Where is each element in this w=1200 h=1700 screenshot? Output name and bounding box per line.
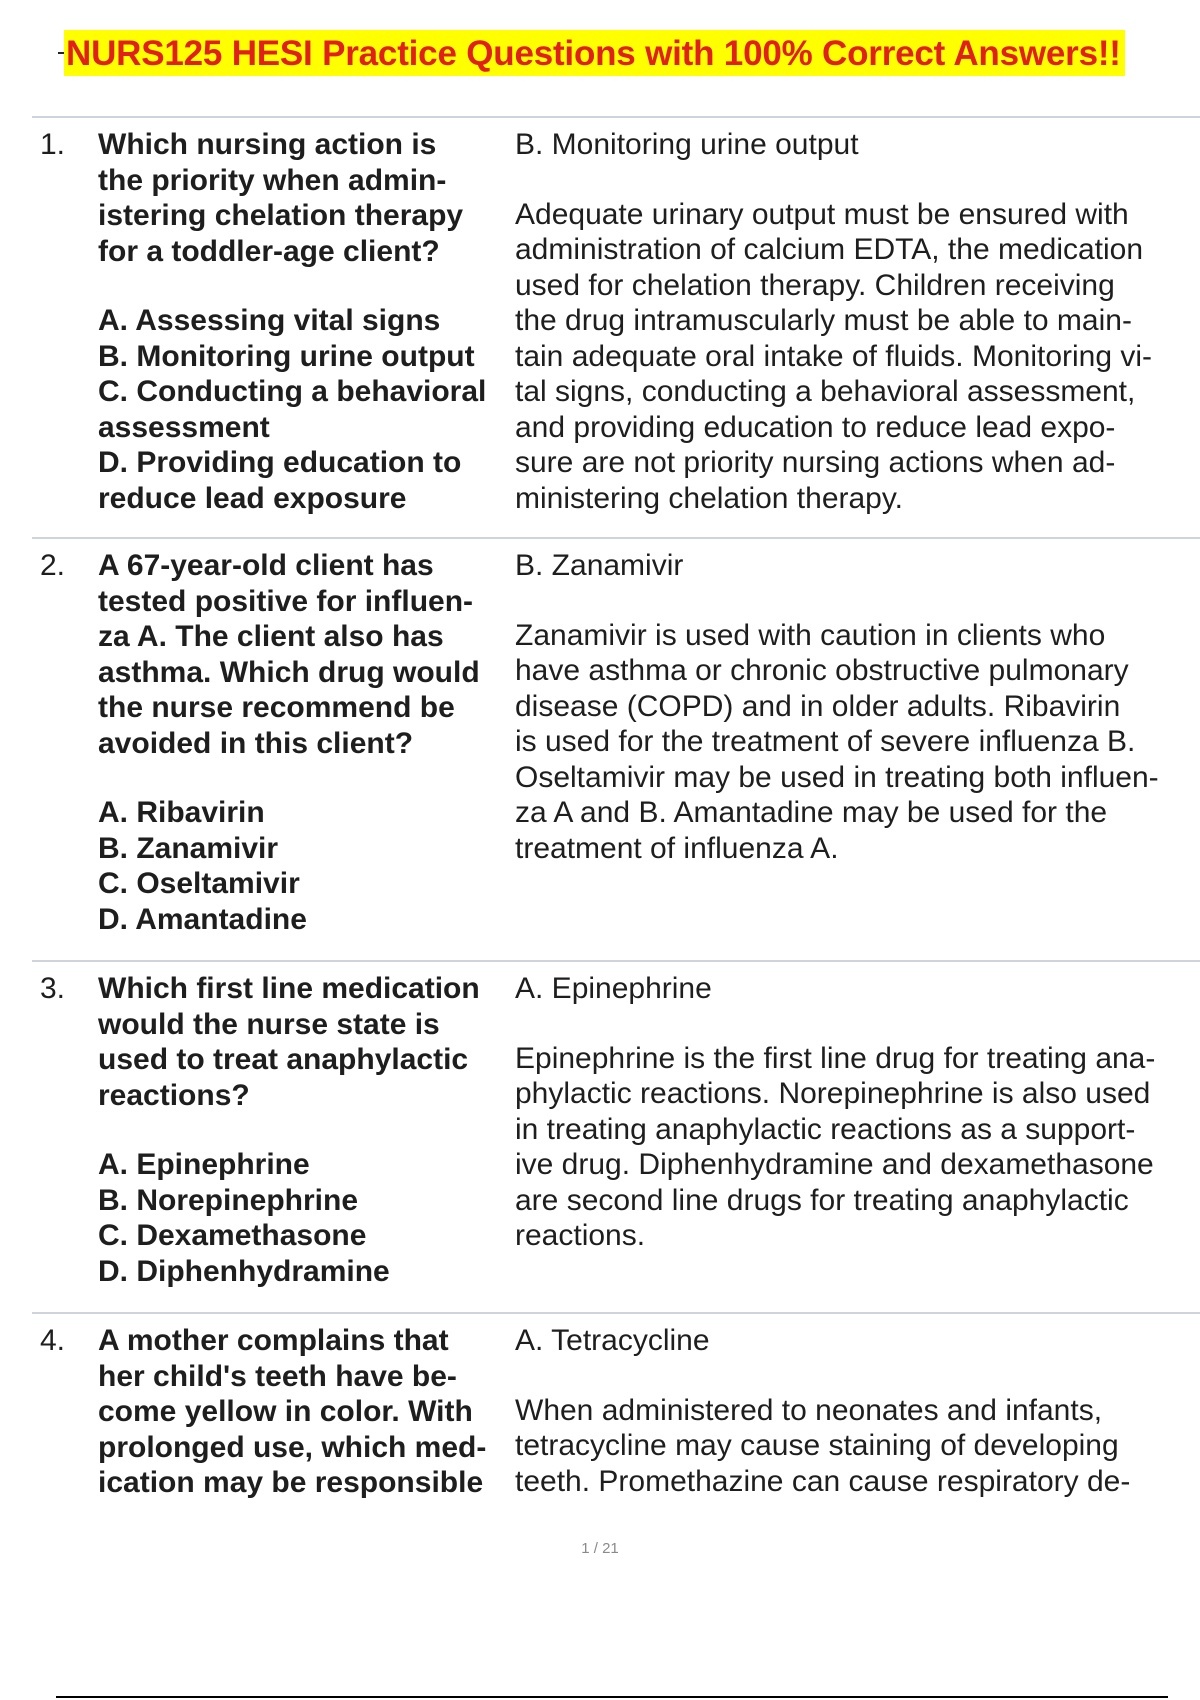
rationale-line: the drug intramuscularly must be able to main- bbox=[515, 304, 1132, 337]
option: C. Oseltamivir bbox=[98, 867, 300, 900]
correct-answer: B. Zanamivir bbox=[515, 549, 684, 582]
question-number: 1. bbox=[40, 128, 66, 161]
option: D. Diphenhydramine bbox=[98, 1254, 390, 1288]
correct-answer: B. Monitoring urine output bbox=[515, 128, 859, 161]
rationale-line: reactions. bbox=[515, 1219, 646, 1252]
option: assessment bbox=[98, 410, 270, 444]
question-line: tested positive for influen- bbox=[98, 584, 474, 618]
question-line: Which first line medication bbox=[98, 972, 480, 1005]
rationale-line: in treating anaphylactic reactions as a support- bbox=[515, 1112, 1136, 1146]
option: reduce lead exposure bbox=[98, 481, 407, 515]
option: B. Zanamivir bbox=[98, 831, 279, 865]
document-title-wrap bbox=[58, 30, 1170, 78]
question-line: used to treat anaphylactic bbox=[98, 1043, 469, 1076]
question-line: reactions? bbox=[98, 1078, 250, 1112]
rationale-line: When administered to neonates and infants, bbox=[515, 1393, 1103, 1427]
option: D. Providing education to bbox=[98, 446, 462, 479]
option: A. Ribavirin bbox=[98, 796, 265, 829]
question-line: prolonged use, which med- bbox=[98, 1430, 487, 1464]
question-line: the priority when admin- bbox=[98, 163, 447, 197]
question-line: istering chelation therapy bbox=[98, 199, 464, 232]
rationale-line: used for chelation therapy. Children receiving bbox=[515, 268, 1115, 302]
bottom-rule bbox=[56, 1696, 1168, 1698]
question-line: za A. The client also has bbox=[98, 620, 444, 653]
option: C. Conducting a behavioral bbox=[98, 375, 487, 408]
answer-block bbox=[515, 971, 1195, 1254]
question-line: her child's teeth have be- bbox=[98, 1359, 457, 1393]
question-line: come yellow in color. With bbox=[98, 1395, 473, 1428]
rationale-line: teeth. Promethazine can cause respiratory de- bbox=[515, 1464, 1131, 1498]
rationale-line: have asthma or chronic obstructive pulmonary bbox=[515, 654, 1129, 687]
rationale-line: phylactic reactions. Norepinephrine is also used bbox=[515, 1077, 1151, 1110]
question-number: 4. bbox=[40, 1324, 66, 1357]
rationale-line: tal signs, conducting a behavioral assessment, bbox=[515, 375, 1136, 408]
question-line: A 67-year-old client has bbox=[98, 549, 434, 582]
rationale-line: is used for the treatment of severe influenza B. bbox=[515, 725, 1136, 758]
option: D. Amantadine bbox=[98, 902, 307, 936]
rationale-line: za A and B. Amantadine may be used for the bbox=[515, 796, 1108, 829]
question-line: Which nursing action is bbox=[98, 128, 437, 161]
option: C. Dexamethasone bbox=[98, 1219, 367, 1252]
option: A. Assessing vital signs bbox=[98, 304, 441, 337]
question-number: 2. bbox=[40, 549, 66, 582]
correct-answer: A. Epinephrine bbox=[515, 972, 712, 1005]
divider bbox=[32, 116, 1200, 118]
option: B. Monitoring urine output bbox=[98, 339, 475, 373]
question-line: asthma. Which drug would bbox=[98, 655, 480, 689]
correct-answer: A. Tetracycline bbox=[515, 1324, 710, 1357]
question-line: for a toddler-age client? bbox=[98, 234, 440, 268]
question-text bbox=[98, 971, 503, 1289]
rationale-line: disease (COPD) and in older adults. Ribavirin bbox=[515, 689, 1121, 723]
divider bbox=[32, 537, 1200, 539]
option: B. Norepinephrine bbox=[98, 1183, 359, 1217]
question-line: A mother complains that bbox=[98, 1324, 449, 1357]
answer-block bbox=[515, 127, 1195, 516]
rationale-line: ministering chelation therapy. bbox=[515, 481, 903, 515]
page-indicator: 1 / 21 bbox=[581, 1540, 619, 1557]
rationale-line: tetracycline may cause staining of developing bbox=[515, 1429, 1119, 1462]
rationale-line: Epinephrine is the first line drug for treating ana- bbox=[515, 1041, 1156, 1075]
question-text bbox=[98, 127, 503, 516]
answer-block bbox=[515, 548, 1195, 866]
rationale-line: and providing education to reduce lead expo- bbox=[515, 410, 1116, 444]
rationale-line: Adequate urinary output must be ensured with bbox=[515, 197, 1129, 231]
answer-block bbox=[515, 1323, 1195, 1499]
question-text bbox=[98, 548, 503, 937]
option: A. Epinephrine bbox=[98, 1148, 310, 1181]
rationale-line: Zanamivir is used with caution in clients who bbox=[515, 618, 1106, 652]
divider bbox=[32, 1312, 1200, 1314]
question-number: 3. bbox=[40, 972, 66, 1005]
rationale-line: ive drug. Diphenhydramine and dexamethasone bbox=[515, 1148, 1154, 1181]
document-title: NURS125 HESI Practice Questions with 100% Correct Answers!! bbox=[64, 30, 1125, 76]
question-line: would the nurse state is bbox=[98, 1007, 440, 1041]
rationale-line: administration of calcium EDTA, the medication bbox=[515, 233, 1144, 266]
divider bbox=[32, 960, 1200, 962]
question-line: the nurse recommend be bbox=[98, 691, 455, 724]
question-line: avoided in this client? bbox=[98, 726, 414, 760]
rationale-line: tain adequate oral intake of fluids. Monitoring vi- bbox=[515, 339, 1153, 373]
rationale-line: treatment of influenza A. bbox=[515, 831, 839, 865]
question-line: ication may be responsible bbox=[98, 1466, 484, 1499]
rationale-line: sure are not priority nursing actions when ad- bbox=[515, 446, 1116, 479]
rationale-line: are second line drugs for treating anaphylactic bbox=[515, 1183, 1129, 1217]
question-text bbox=[98, 1323, 503, 1501]
rationale-line: Oseltamivir may be used in treating both influen- bbox=[515, 760, 1159, 794]
